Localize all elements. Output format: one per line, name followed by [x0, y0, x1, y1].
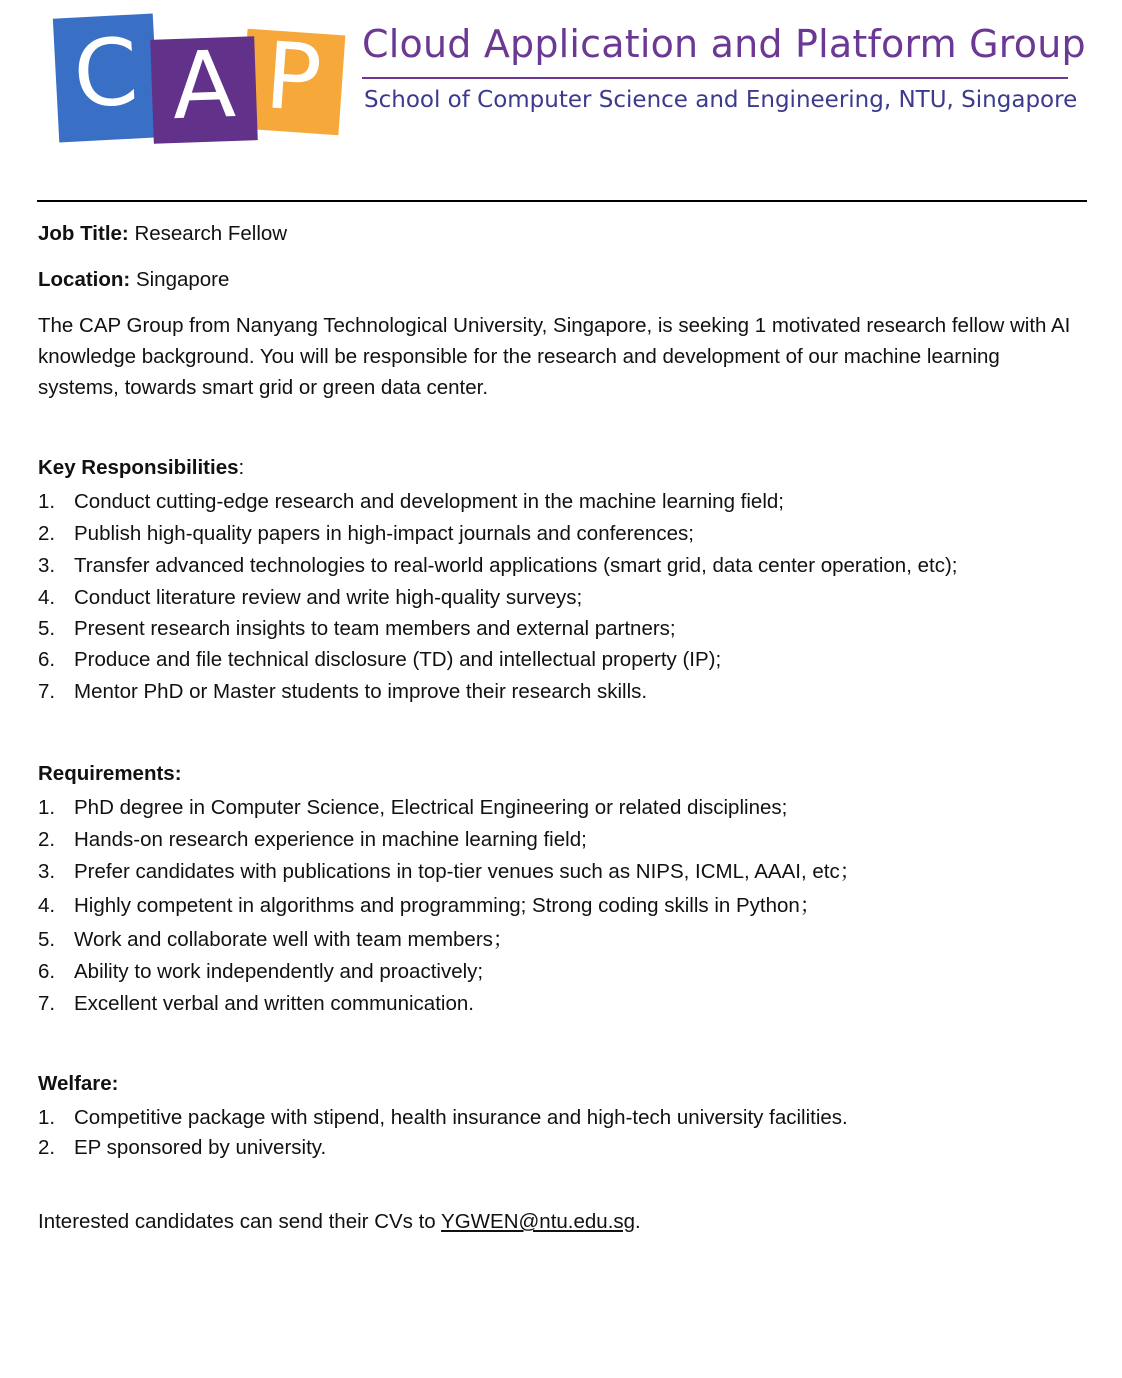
- email-link[interactable]: YGWEN@ntu.edu.sg: [441, 1210, 636, 1233]
- list-item: 5. Present research insights to team members and external partners;: [38, 617, 676, 640]
- job-title-label: Job Title:: [38, 222, 129, 245]
- requirements-heading: Requirements:: [38, 762, 182, 785]
- list-item: 2. Hands-on research experience in machine learning field;: [38, 828, 587, 851]
- intro-paragraph: The CAP Group from Nanyang Technological University, Singapore, is seeking 1 motivated research fellow with AI knowledge background. You will be responsible for the research and development of our machine learning systems, towards smart grid or green data center.: [38, 314, 1071, 399]
- responsibilities-heading: Key Responsibilities:: [38, 456, 245, 479]
- job-title-line: [38, 218, 287, 250]
- list-item: 4. Highly competent in algorithms and programming; Strong coding skills in Python；: [38, 894, 821, 917]
- list-item: 1. Conduct cutting-edge research and development in the machine learning field;: [38, 490, 784, 513]
- list-item: 5. Work and collaborate well with team members；: [38, 928, 514, 951]
- list-item: 2. EP sponsored by university.: [38, 1136, 327, 1159]
- list-item: 4. Conduct literature review and write high-quality surveys;: [38, 586, 583, 609]
- location-label: Location:: [38, 268, 131, 291]
- list-item: 1. Competitive package with stipend, health insurance and high-tech university facilities.: [38, 1106, 848, 1129]
- location-value: Singapore: [130, 268, 230, 291]
- location-line: [38, 264, 229, 296]
- welfare-heading: Welfare:: [38, 1072, 119, 1095]
- cap-logo: [54, 12, 344, 144]
- list-item: 6. Produce and file technical disclosure (TD) and intellectual property (IP);: [38, 648, 722, 671]
- list-item: 3. Transfer advanced technologies to real-world applications (smart grid, data center operation, etc);: [38, 554, 958, 577]
- job-title-value: Research Fellow: [128, 222, 288, 245]
- list-item: 7. Excellent verbal and written communication.: [38, 992, 474, 1015]
- list-item: 6. Ability to work independently and proactively;: [38, 960, 484, 983]
- group-name: Cloud Application and Platform Group: [362, 22, 1086, 66]
- logo-letter-a: A: [150, 36, 258, 144]
- header-underline: [362, 77, 1068, 79]
- list-item: 3. Prefer candidates with publications in top-tier venues such as NIPS, ICML, AAAI, etc；: [38, 860, 861, 883]
- school-name: School of Computer Science and Engineering, NTU, Singapore: [364, 87, 1078, 113]
- list-item: 2. Publish high-quality papers in high-impact journals and conferences;: [38, 522, 694, 545]
- list-item: 1. PhD degree in Computer Science, Electrical Engineering or related disciplines;: [38, 796, 788, 819]
- logo-letter-p: P: [241, 29, 346, 136]
- contact-line: Interested candidates can send their CVs to YGWEN@ntu.edu.sg.: [38, 1210, 641, 1233]
- logo-letter-c: C: [53, 13, 159, 142]
- list-item: 7. Mentor PhD or Master students to improve their research skills.: [38, 680, 648, 703]
- header-divider: [37, 200, 1087, 202]
